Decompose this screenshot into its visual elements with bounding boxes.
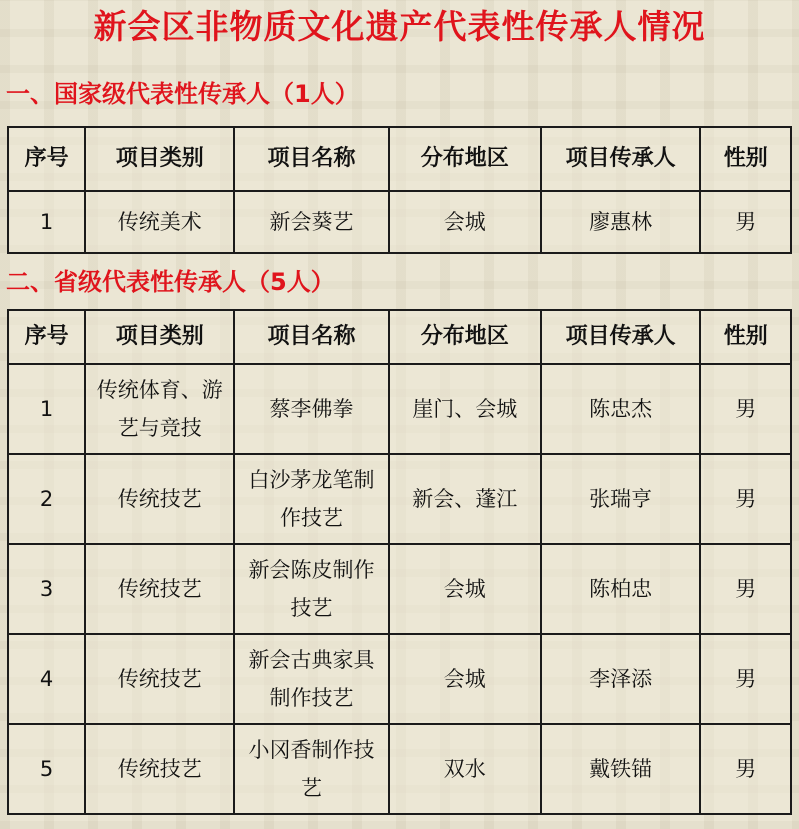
cell-project-name: 白沙茅龙笔制作技艺 xyxy=(234,454,388,544)
provincial-inheritors-table xyxy=(7,309,792,815)
cell-area: 新会、蓬江 xyxy=(389,454,541,544)
cell-number: 4 xyxy=(8,634,85,724)
cell-gender: 男 xyxy=(700,364,791,454)
cell-project-name: 新会古典家具制作技艺 xyxy=(234,634,388,724)
cell-category: 传统技艺 xyxy=(85,454,234,544)
column-header-area: 分布地区 xyxy=(389,310,541,364)
column-header-category: 项目类别 xyxy=(85,127,234,191)
cell-inheritor: 廖惠林 xyxy=(541,191,700,253)
cell-category: 传统技艺 xyxy=(85,724,234,814)
column-header-inheritor: 项目传承人 xyxy=(541,310,700,364)
table-row xyxy=(8,364,791,454)
cell-inheritor: 陈柏忠 xyxy=(541,544,700,634)
section-heading-provincial: 二、省级代表性传承人（5人） xyxy=(6,268,335,296)
table-header-row xyxy=(8,310,791,364)
cell-project-name: 蔡李佛拳 xyxy=(234,364,388,454)
cell-category: 传统技艺 xyxy=(85,544,234,634)
cell-gender: 男 xyxy=(700,191,791,253)
cell-area: 崖门、会城 xyxy=(389,364,541,454)
cell-gender: 男 xyxy=(700,544,791,634)
cell-category: 传统美术 xyxy=(85,191,234,253)
cell-gender: 男 xyxy=(700,724,791,814)
column-header-inheritor: 项目传承人 xyxy=(541,127,700,191)
cell-number: 3 xyxy=(8,544,85,634)
cell-inheritor: 张瑞亨 xyxy=(541,454,700,544)
column-header-gender: 性别 xyxy=(700,310,791,364)
table-row xyxy=(8,724,791,814)
cell-project-name: 新会葵艺 xyxy=(234,191,388,253)
table-header-row xyxy=(8,127,791,191)
page-title: 新会区非物质文化遗产代表性传承人情况 xyxy=(93,7,706,46)
national-inheritors-table xyxy=(7,126,792,254)
section-heading-national: 一、国家级代表性传承人（1人） xyxy=(6,80,359,108)
table-row xyxy=(8,634,791,724)
cell-gender: 男 xyxy=(700,454,791,544)
table-row xyxy=(8,544,791,634)
column-header-category: 项目类别 xyxy=(85,310,234,364)
table-row xyxy=(8,191,791,253)
cell-number: 1 xyxy=(8,191,85,253)
column-header-gender: 性别 xyxy=(700,127,791,191)
cell-inheritor: 陈忠杰 xyxy=(541,364,700,454)
cell-number: 5 xyxy=(8,724,85,814)
column-header-project-name: 项目名称 xyxy=(234,127,388,191)
column-header-number: 序号 xyxy=(8,127,85,191)
cell-number: 2 xyxy=(8,454,85,544)
cell-category: 传统体育、游艺与竞技 xyxy=(85,364,234,454)
cell-area: 会城 xyxy=(389,544,541,634)
cell-area: 会城 xyxy=(389,191,541,253)
column-header-project-name: 项目名称 xyxy=(234,310,388,364)
cell-inheritor: 李泽添 xyxy=(541,634,700,724)
cell-number: 1 xyxy=(8,364,85,454)
cell-project-name: 新会陈皮制作技艺 xyxy=(234,544,388,634)
table-row xyxy=(8,454,791,544)
cell-project-name: 小冈香制作技艺 xyxy=(234,724,388,814)
cell-area: 双水 xyxy=(389,724,541,814)
cell-category: 传统技艺 xyxy=(85,634,234,724)
cell-area: 会城 xyxy=(389,634,541,724)
column-header-area: 分布地区 xyxy=(389,127,541,191)
cell-inheritor: 戴铁锚 xyxy=(541,724,700,814)
cell-gender: 男 xyxy=(700,634,791,724)
column-header-number: 序号 xyxy=(8,310,85,364)
